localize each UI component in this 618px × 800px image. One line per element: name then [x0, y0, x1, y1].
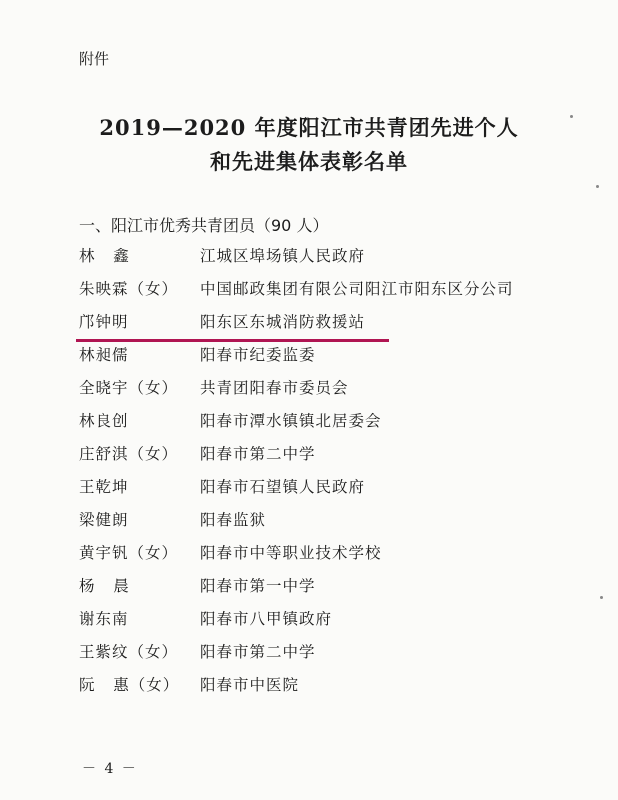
member-org: 阳春市第二中学 — [200, 445, 316, 463]
list-item — [0, 508, 618, 532]
scan-speck — [600, 596, 603, 599]
list-item — [0, 673, 618, 697]
member-name: 王乾坤 — [79, 478, 129, 496]
member-org: 中国邮政集团有限公司阳江市阳东区分公司 — [200, 280, 514, 298]
member-name: 王紫纹（女） — [79, 643, 179, 661]
list-item — [0, 607, 618, 631]
member-name: 全晓宇（女） — [79, 379, 179, 397]
member-org: 阳春市纪委监委 — [200, 346, 316, 364]
member-name: 林 鑫 — [79, 247, 130, 265]
member-org: 阳春市潭水镇镇北居委会 — [200, 412, 382, 430]
member-name: 邝钟明 — [79, 313, 129, 331]
member-org: 阳春监狱 — [200, 511, 267, 529]
member-org: 阳东区东城消防救援站 — [200, 313, 366, 331]
member-org: 阳春市中等职业技术学校 — [200, 544, 382, 562]
member-name: 林昶儒 — [79, 346, 129, 364]
list-item — [0, 376, 618, 400]
list-item — [0, 640, 618, 664]
list-item — [0, 244, 618, 268]
member-org: 阳春市八甲镇政府 — [200, 610, 333, 628]
scan-speck — [596, 185, 599, 188]
list-item — [0, 574, 618, 598]
member-org: 阳春市中医院 — [200, 676, 300, 694]
member-org: 阳春市第一中学 — [200, 577, 316, 595]
member-name: 朱映霖（女） — [79, 280, 179, 298]
member-org: 共青团阳春市委员会 — [200, 379, 349, 397]
page-number: － 4 － — [82, 761, 138, 777]
list-item — [0, 442, 618, 466]
list-item — [0, 343, 618, 367]
scan-speck — [570, 115, 573, 118]
member-name: 杨 晨 — [79, 577, 130, 595]
document-title-line1: 2019—2020 年度阳江市共青团先进个人 — [99, 115, 519, 140]
member-org: 阳春市石望镇人民政府 — [200, 478, 366, 496]
member-name: 庄舒淇（女） — [79, 445, 179, 463]
document-title-line2: 和先进集体表彰名单 — [210, 149, 408, 174]
member-name: 梁健朗 — [79, 511, 129, 529]
section-heading: 一、阳江市优秀共青团员（90 人） — [79, 216, 329, 235]
list-item — [0, 277, 618, 301]
list-item — [0, 475, 618, 499]
member-org: 阳春市第二中学 — [200, 643, 316, 661]
highlight-underline — [76, 339, 389, 342]
member-name: 谢东南 — [79, 610, 129, 628]
list-item — [0, 409, 618, 433]
member-name: 阮 惠（女） — [79, 676, 180, 694]
member-name: 林良创 — [79, 412, 129, 430]
member-name: 黄宇钒（女） — [79, 544, 179, 562]
attachment-label: 附件 — [79, 50, 110, 68]
list-item — [0, 541, 618, 565]
list-item — [0, 310, 618, 334]
member-org: 江城区埠场镇人民政府 — [200, 247, 366, 265]
